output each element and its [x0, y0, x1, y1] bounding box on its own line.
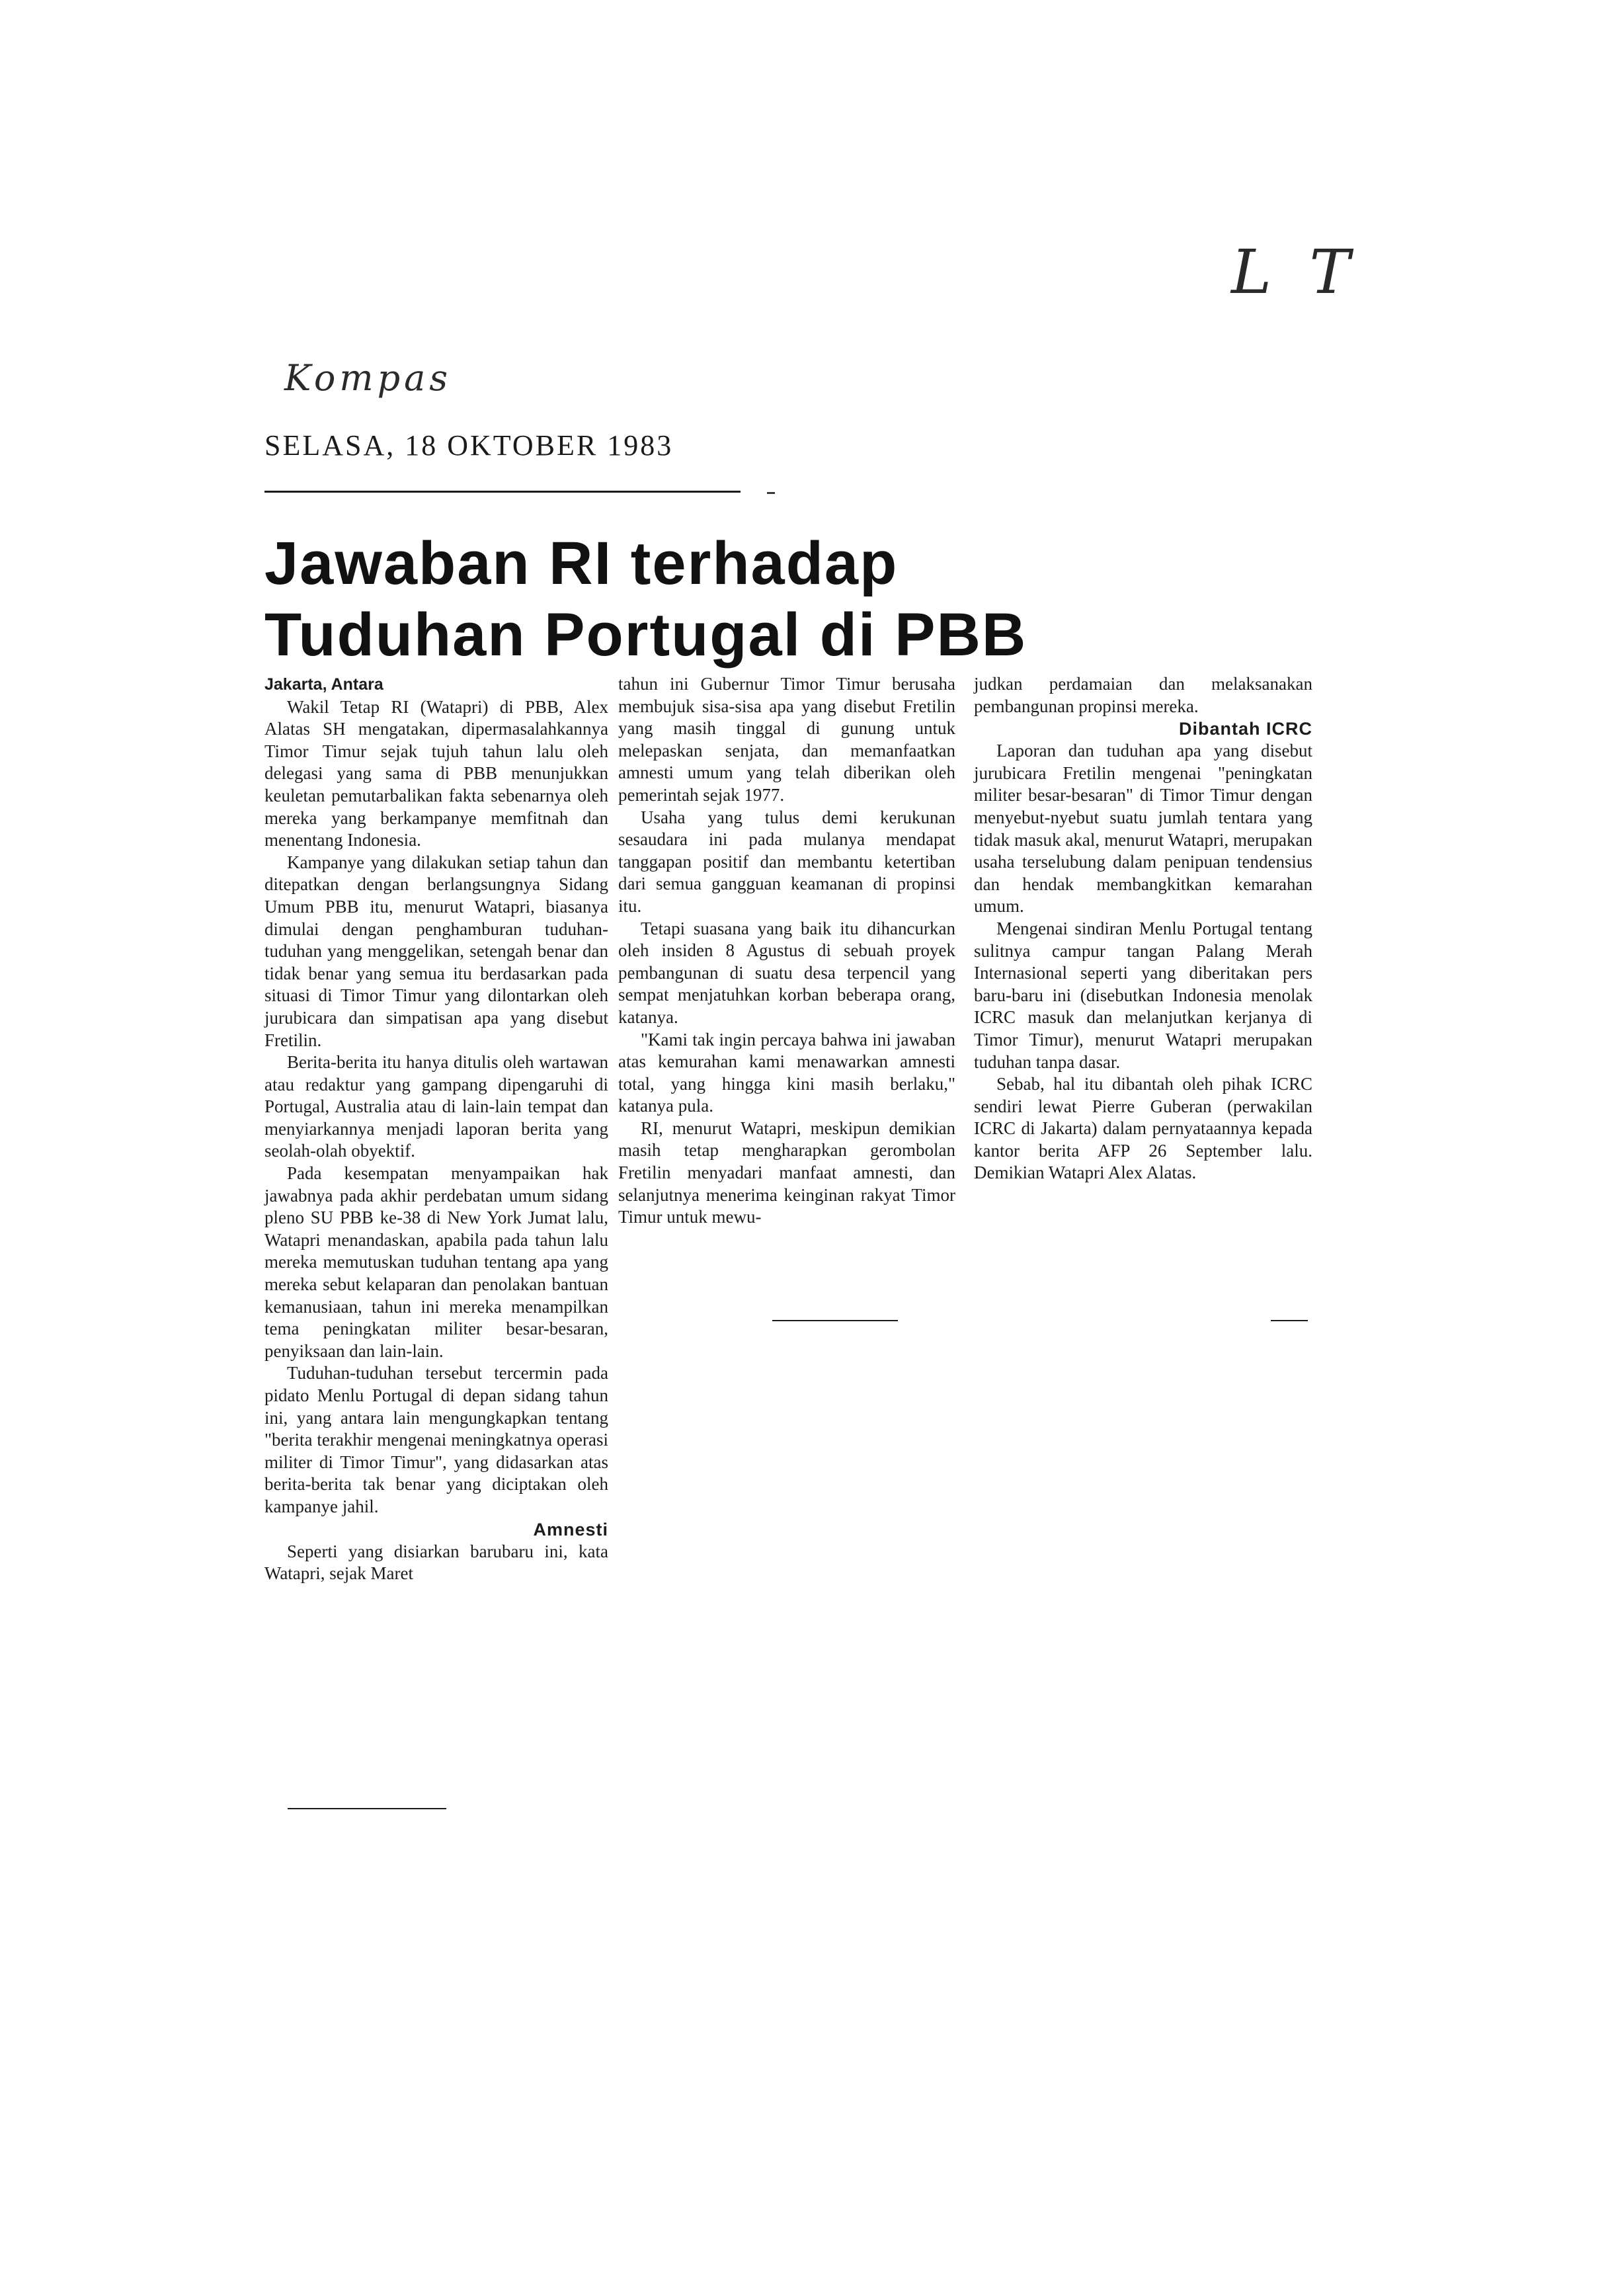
article-column-2 — [618, 673, 955, 1229]
headline-line-1: Jawaban RI terhadap — [264, 530, 899, 597]
paragraph: Mengenai sindiran Menlu Portugal tentang sulitnya campur tangan Palang Merah Internasional seperti yang diberitakan pers baru-baru ini (disebutkan Indonesia menolak ICRC masuk dan melanjutkan kerjanya di Timor Timur), menurut Watapri merupakan tuduhan tanpa dasar. — [974, 918, 1312, 1072]
article-column-3 — [974, 673, 1312, 1184]
handwritten-source-note: Kompas — [284, 357, 452, 399]
rule-tick — [767, 492, 775, 494]
paragraph: "Kami tak ingin percaya bahwa ini jawaban atas kemurahan kami menawarkan amnesti total, yang hingga kini masih berlaku," katanya pula. — [618, 1029, 955, 1116]
subheading-dibantah-icrc: Dibantah ICRC — [1179, 719, 1312, 739]
paragraph: judkan perdamaian dan melaksanakan pembangunan propinsi mereka. — [974, 674, 1312, 716]
article-column-1 — [264, 673, 608, 1585]
paragraph: Laporan dan tuduhan apa yang disebut jurubicara Fretilin mengenai "peningkatan militer besar-besaran" di Timor Timur dengan menyebut-nyebut suatu jumlah tentara yang tidak masuk akal, menurut Watapri, merupakan usaha terselubung dalam penipuan tendensius dan hendak membangkitkan kemarahan umum. — [974, 741, 1312, 917]
headline-line-2: Tuduhan Portugal di PBB — [264, 601, 1027, 669]
paragraph: Seperti yang disiarkan barubaru ini, kata Watapri, sejak Maret — [264, 1541, 608, 1584]
paragraph: Wakil Tetap RI (Watapri) di PBB, Alex Alatas SH mengatakan, dipermasalahkannya Timor Timur sejak tujuh tahun lalu oleh delegasi yang sama di PBB menunjukkan keuletan pemutarbalikan fakta sebenarnya oleh mereka yang berkampanye memfitnah dan menentang Indonesia. — [264, 696, 608, 850]
column-end-rule — [772, 1320, 898, 1321]
byline: Jakarta, Antara — [264, 675, 383, 694]
paragraph: Usaha yang tulus demi kerukunan sesaudara ini pada mulanya mendapat tanggapan positif dan membantu ketertiban dari semua gangguan keamanan di propinsi itu. — [618, 807, 955, 916]
paragraph: tahun ini Gubernur Timor Timur berusaha membujuk sisa-sisa apa yang disebut Fretilin yang masih tinggal di gunung untuk melepaskan senjata, dan memanfaatkan amnesti umum yang telah diberikan oleh pemerintah sejak 1977. — [618, 674, 955, 805]
dateline: SELASA, 18 OKTOBER 1983 — [264, 429, 674, 462]
paragraph: Kampanye yang dilakukan setiap tahun dan ditepatkan dengan berlangsungnya Sidang Umum PBB itu, menurut Watapri, biasanya dimulai dengan penghamburan tuduhan-tuduhan yang menggelikan, setengah benar dan tidak benar yang semua itu berdasarkan pada situasi di Timor Timur yang dilontarkan oleh jurubicara dan simpatisan apa yang disebut Fretilin. — [264, 852, 608, 1050]
column-end-rule — [288, 1808, 446, 1809]
handwritten-corner-note: L T — [1231, 237, 1359, 308]
paragraph: RI, menurut Watapri, meskipun demikian masih tetap mengharapkan gerombolan Fretilin menyadari manfaat amnesti, dan selanjutnya menerima keinginan rakyat Timor Timur untuk mewu- — [618, 1118, 955, 1227]
paragraph: Tuduhan-tuduhan tersebut tercermin pada pidato Menlu Portugal di depan sidang tahun ini, yang antara lain mengungkapkan tentang "berita terakhir mengenai meningkatnya operasi militer di Timor Timur", yang didasarkan atas berita-berita tak benar yang diciptakan oleh kampanye jahil. — [264, 1363, 608, 1516]
paragraph: Pada kesempatan menyampaikan hak jawabnya pada akhir perdebatan umum sidang pleno SU PBB ke-38 di New York Jumat lalu, Watapri menandaskan, apabila pada tahun lalu mereka memutuskan tuduhan tentang apa yang mereka sebut kelaparan dan penolakan bantuan kemanusiaan, tahun ini mereka menampilkan tema peningkatan militer besar-besaran, penyiksaan dan lain-lain. — [264, 1163, 608, 1361]
article-end-rule — [1271, 1320, 1308, 1321]
paragraph: Sebab, hal itu dibantah oleh pihak ICRC sendiri lewat Pierre Guberan (perwakilan ICRC di Jakarta) dalam pernyataannya kepada kantor berita AFP 26 September lalu. Demikian Watapri Alex Alatas. — [974, 1074, 1312, 1183]
subheading-amnesti: Amnesti — [533, 1519, 608, 1539]
header-rule — [264, 491, 741, 493]
paragraph: Berita-berita itu hanya ditulis oleh wartawan atau redaktur yang gampang dipengaruhi di Portugal, Australia atau di lain-lain tempat dan menyiarkannya menjadi laporan berita yang seolah-olah obyektif. — [264, 1052, 608, 1161]
paragraph: Tetapi suasana yang baik itu dihancurkan oleh insiden 8 Agustus di sebuah proyek pembangunan di suatu desa terpencil yang sempat menjatuhkan korban beberapa orang, katanya. — [618, 918, 955, 1027]
headline — [264, 528, 1124, 671]
